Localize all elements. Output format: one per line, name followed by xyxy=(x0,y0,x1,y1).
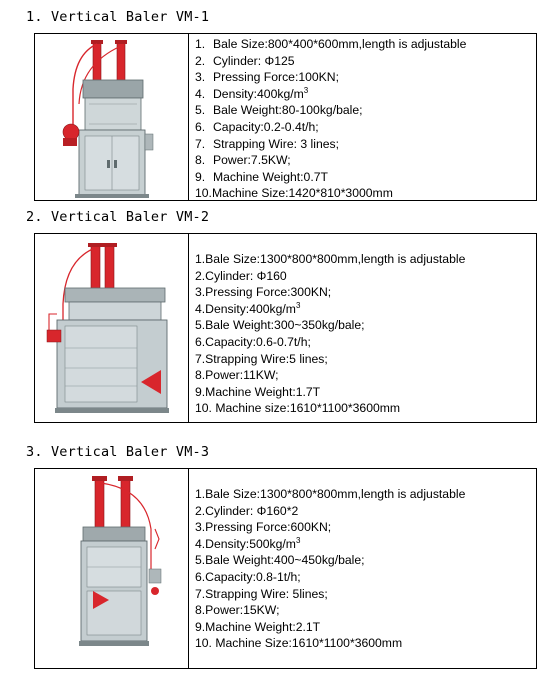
spec-table-vm1 xyxy=(34,33,537,201)
spec-table-vm2 xyxy=(34,233,537,423)
spec-item: 10. Machine Size:1610*1100*3600mm xyxy=(195,636,403,651)
spec-item: 4. $Density:400kg/m^3$ xyxy=(195,85,309,101)
spec-item: 8. Power:7.5KW; xyxy=(195,153,291,168)
spec-item: 10.Machine Size:1420*810*3000mm xyxy=(195,186,393,201)
spec-item: 7.Strapping Wire:5 lines; xyxy=(195,351,328,366)
spec-list-vm1 xyxy=(195,36,466,202)
section-title-vm2: 2. Vertical Baler VM-2 xyxy=(26,209,210,225)
spec-item: 6.Capacity:0.6-0.7t/h; xyxy=(195,334,311,349)
spec-item: 2. Cylinder: Φ125 xyxy=(195,53,295,68)
spec-list-vm3 xyxy=(195,486,465,652)
spec-item: 1.Bale Size:1300*800*800mm,length is adjustable xyxy=(195,252,466,266)
machine-image-vm1 xyxy=(35,34,189,200)
spec-item: 5.Bale Weight:300~350kg/bale; xyxy=(195,318,365,333)
spec-item: 2.Cylinder: Φ160*2 xyxy=(195,503,299,518)
spec-table-vm3 xyxy=(34,468,537,669)
spec-item: 3.Pressing Force:600KN; xyxy=(195,520,332,535)
spec-item: 9.Machine Weight:2.1T xyxy=(195,619,321,634)
spec-item: 9.Machine Weight:1.7T xyxy=(195,384,321,399)
spec-item: 5.Bale Weight:400~450kg/bale; xyxy=(195,553,365,568)
spec-item: 6.Capacity:0.8-1t/h; xyxy=(195,569,301,584)
spec-item: 7.Strapping Wire: 5lines; xyxy=(195,586,328,601)
spec-item: 7. Strapping Wire: 3 lines; xyxy=(195,136,339,151)
machine-image-vm3 xyxy=(35,469,189,668)
section-title-vm3: 3. Vertical Baler VM-3 xyxy=(26,444,210,460)
spec-item: 2.Cylinder: Φ160 xyxy=(195,268,287,283)
spec-item: 3.Pressing Force:300KN; xyxy=(195,285,332,300)
spec-item: 5. Bale Weight:80-100kg/bale; xyxy=(195,103,363,118)
spec-item: 3. Pressing Force:100KN; xyxy=(195,70,339,85)
spec-item: 8.Power:15KW; xyxy=(195,603,280,618)
spec-item: 1. Bale Size:800*400*600mm,length is adjustable xyxy=(195,37,467,51)
spec-item: $4.Density:500kg/m^3$ xyxy=(195,535,301,551)
spec-item: 1.Bale Size:1300*800*800mm,length is adjustable xyxy=(195,487,466,501)
spec-item: $4.Density:400kg/m^3$ xyxy=(195,300,301,316)
spec-item: 10. Machine size:1610*1100*3600mm xyxy=(195,401,401,416)
spec-item: 6. Capacity:0.2-0.4t/h; xyxy=(195,119,319,134)
spec-item: 9. Machine Weight:0.7T xyxy=(195,169,328,184)
spec-list-vm2 xyxy=(195,251,465,417)
machine-image-vm2 xyxy=(35,234,189,422)
spec-item: 8.Power:11KW; xyxy=(195,368,279,383)
section-title-vm1: 1. Vertical Baler VM-1 xyxy=(26,9,210,25)
